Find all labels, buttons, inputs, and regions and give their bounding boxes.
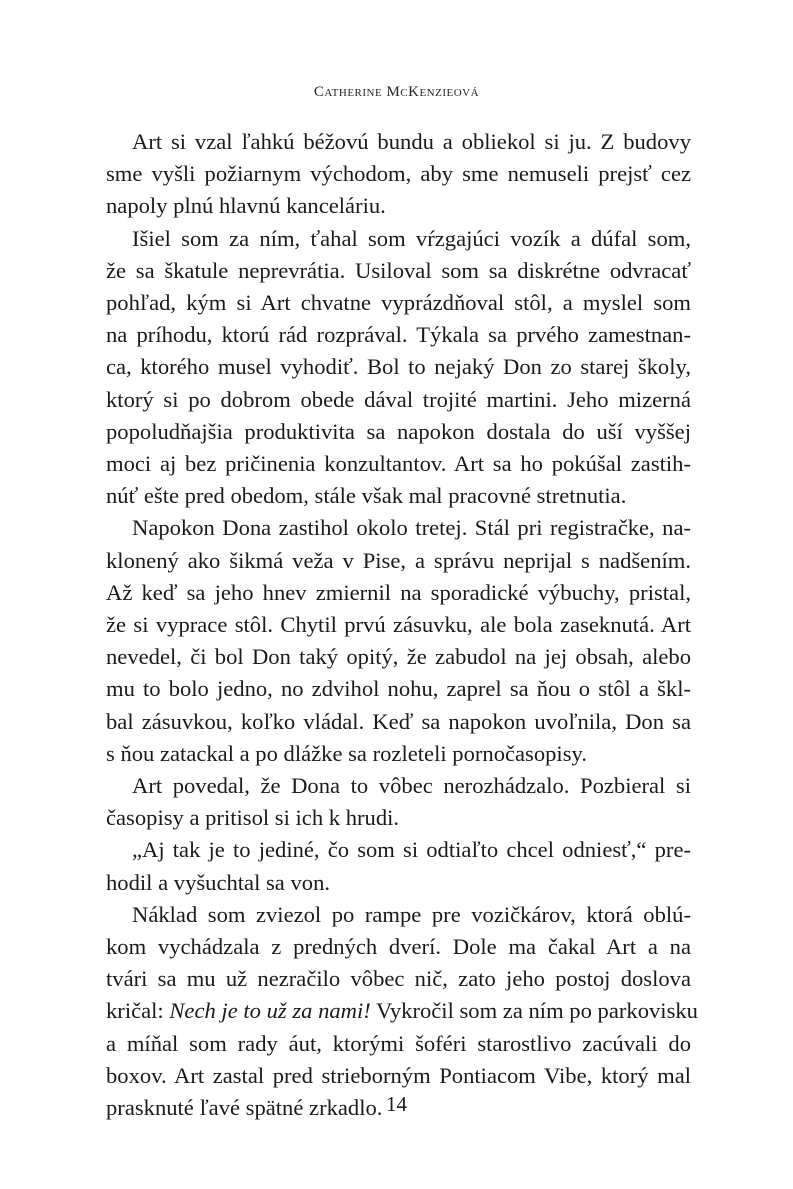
text-run: kričal: [106,998,170,1024]
text-line: pohľad, kým si Art chvatne vyprázdňoval stôl, a myslel som [106,290,691,316]
text-line: Až keď sa jeho hnev zmiernil na sporadické výbuchy, pristal, [106,579,691,605]
paragraph [106,770,691,834]
paragraph [106,223,691,513]
text-line: Napokon Dona zastihol okolo tretej. Stál pri registračke, na- [132,515,691,541]
text-line: s ňou zatackal a po dlážke sa rozleteli pornočasopisy. [106,740,587,766]
text-line: napoly plnú hlavnú kanceláriu. [106,193,386,219]
text-line: bal zásuvkou, koľko vládal. Keď sa napokon uvoľnila, Don sa [106,708,691,734]
text-line: sme vyšli požiarnym východom, aby sme nemuseli prejsť cez [106,161,691,187]
paragraph [106,512,691,770]
italic-phrase: Nech je to už za nami! [169,998,371,1024]
text-line: Art si vzal ľahkú béžovú bundu a obliekol si ju. Z budovy [132,129,691,154]
text-line: kom vychádzala z predných dverí. Dole ma čakal Art a na [106,934,691,960]
text-line: že sa škatule neprevrátia. Usiloval som sa diskrétne odvracať [106,257,691,283]
text-line: popoludňajšia produktivita sa napokon dostala do uší vyššej [106,418,691,444]
text-run: Vykročil som za ním po parkovisku [370,998,698,1024]
text-line: moci aj bez pričinenia konzultantov. Art sa ho pokúšal zastih- [106,451,691,477]
text-line: „Aj tak je to jediné, čo som si odtiaľto chcel odniesť,“ pre- [132,837,691,863]
text-line: mu to bolo jedno, no zdvihol nohu, zaprel sa ňou o stôl a škl- [106,676,691,702]
page-number: 14 [386,1092,407,1116]
text-line [106,995,698,1027]
paragraph [106,899,698,1124]
text-line: boxov. Art zastal pred strieborným Pontiacom Vibe, ktorý mal [106,1062,691,1088]
text-line: prasknuté ľavé spätné zrkadlo. [106,1095,383,1121]
text-line: Art povedal, že Dona to vôbec nerozhádzalo. Pozbieral si [132,773,691,799]
text-line: ktorý si po dobrom obede dával trojité martini. Jeho mizerná [106,386,691,412]
paragraph [106,126,691,223]
text-line: nevedel, či bol Don taký opitý, že zabudol na jej obsah, alebo [106,644,691,670]
text-line: časopisy a pritisol si ich k hrudi. [106,805,400,831]
text-line: hodil a vyšuchtal sa von. [106,869,331,895]
text-line: a míňal som rady áut, ktorými šoféri starostlivo zacúvali do [106,1030,691,1056]
text-line: tvári sa mu už nezračilo vôbec nič, zato jeho postoj doslova [106,966,691,992]
body-text [106,126,698,1124]
running-head: Catherine McKenzieová [313,84,480,100]
paragraph [106,834,691,898]
text-line: že si vyprace stôl. Chytil prvú zásuvku, ale bola zaseknutá. Art [106,612,691,638]
text-line: Náklad som zviezol po rampe pre vozičkárov, ktorá oblú- [132,901,691,927]
text-line: na príhodu, ktorú rád rozprával. Týkala sa prvého zamestnan- [106,322,691,348]
text-line: ca, ktorého musel vyhodiť. Bol to nejaký Don zo starej školy, [106,354,691,380]
text-line: klonený ako šikmá veža v Pise, a správu neprijal s nadšením. [106,547,691,573]
text-line: núť ešte pred obedom, stále však mal pracovné stretnutia. [106,483,627,509]
text-line: Išiel som za ním, ťahal som vŕzgajúci vozík a dúfal som, [132,225,691,251]
